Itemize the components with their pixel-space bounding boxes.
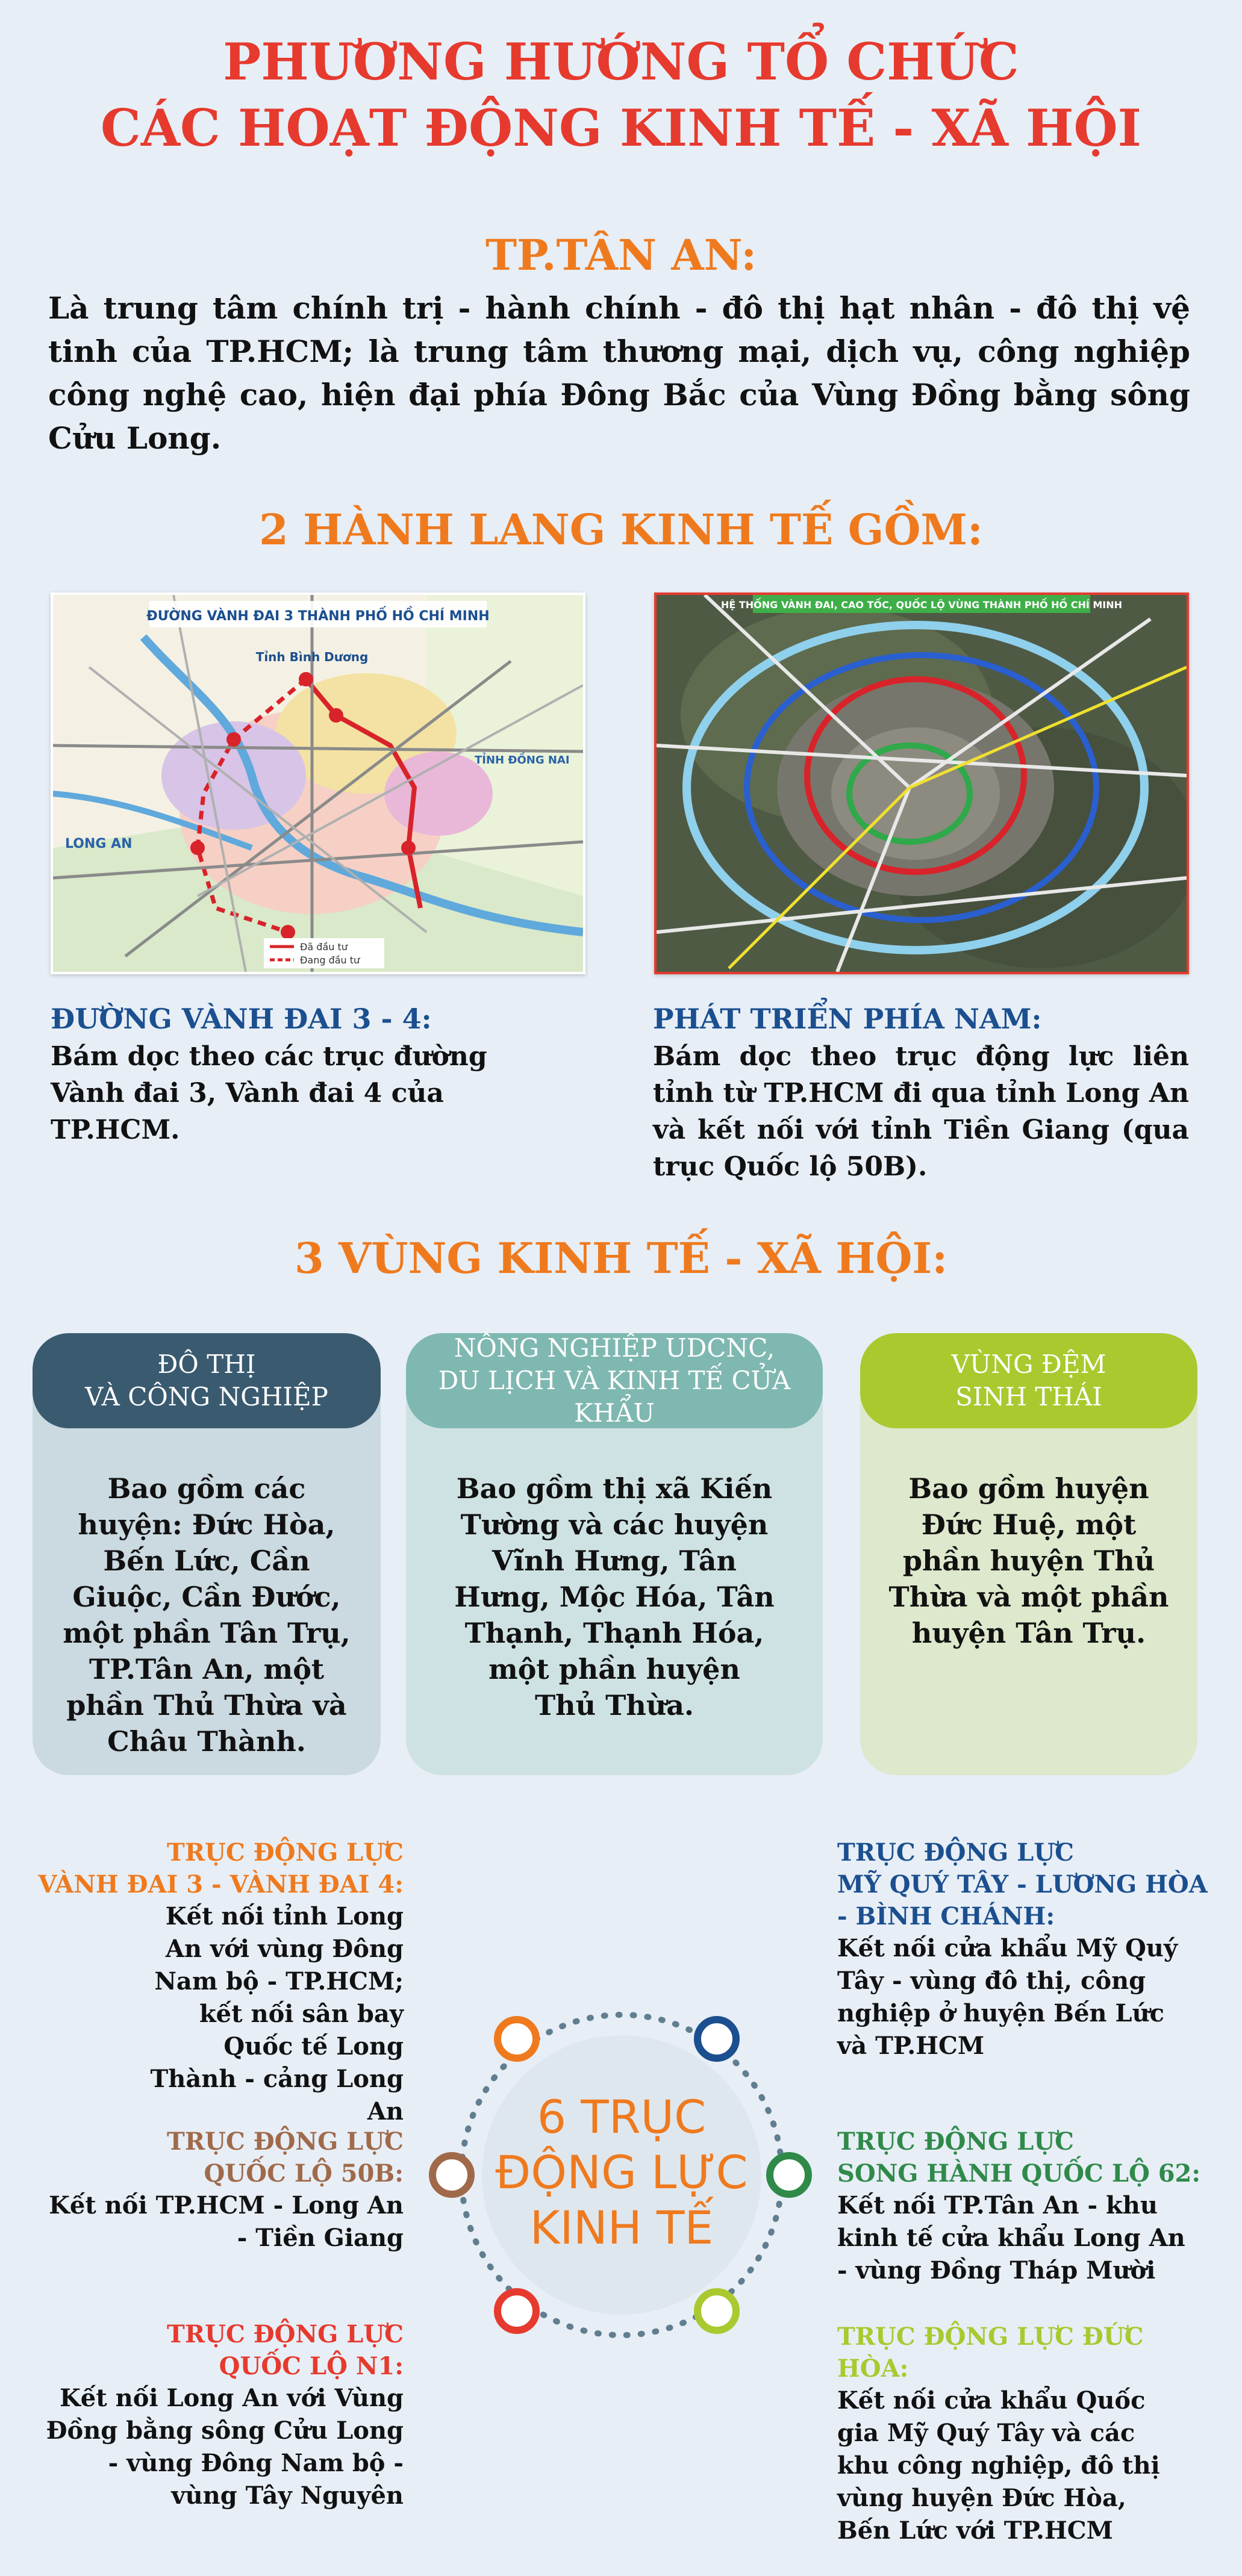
map1-label-dongnai: TỈNH ĐỒNG NAI (475, 754, 570, 767)
region-card-2-head1: NÔNG NGHIỆP UDCNC, (454, 1333, 775, 1363)
axis-5-target-icon (766, 2152, 812, 2198)
region-card-2-head2: DU LỊCH VÀ KINH TẾ CỬA KHẨU (438, 1366, 791, 1428)
axis-2-target-icon (429, 2152, 475, 2198)
region-card-2-header (406, 1333, 823, 1428)
axis-6 (837, 2321, 1211, 2547)
axis-2-h2: QUỐC LỘ 50B: (204, 2159, 404, 2188)
axis-1-target-icon (494, 2016, 540, 2062)
page-title-line1: PHƯƠNG HƯỚNG TỔ CHỨC (223, 32, 1019, 92)
corridor-2-title: PHÁT TRIỂN PHÍA NAM: (653, 1003, 1042, 1035)
axis-5-h2: SONG HÀNH QUỐC LỘ 62: (837, 2159, 1201, 2188)
axis-4 (837, 1837, 1211, 2062)
axis-4-h2: MỸ QUÝ TÂY - LƯƠNG HÒA (837, 1870, 1208, 1899)
regions-heading: 3 VÙNG KINH TẾ - XÃ HỘI: (294, 1233, 948, 1283)
axes-center-line3: KINH TẾ (529, 2201, 714, 2254)
map1-title: ĐƯỜNG VÀNH ĐAI 3 THÀNH PHỐ HỒ CHÍ MINH (146, 609, 490, 624)
axis-3 (36, 2318, 404, 2512)
axis-5-h1: TRỤC ĐỘNG LỰC (837, 2127, 1074, 2156)
region-card-eco-buffer (860, 1333, 1197, 1775)
axis-1-h2: VÀNH ĐAI 3 - VÀNH ĐAI 4: (38, 1870, 404, 1899)
corridor-1-desc: Bám dọc theo các trục đường Vành đai 3, Vành đai 4 của TP.HCM. (51, 1041, 487, 1145)
map1-legend-ongoing: Đang đầu tư (300, 954, 360, 966)
axis-3-h2: QUỐC LỘ N1: (219, 2352, 404, 2380)
axis-1-desc: Kết nối tỉnh Long An với vùng Đông Nam bộ - TP.HCM; kết nối sân bay Quốc tế Long Thành - cảng Long An (150, 1902, 404, 2126)
region-card-3-body: Bao gồm huyện Đức Huệ, một phần huyện Thủ Thừa và một phần huyện Tân Trụ. (888, 1472, 1169, 1649)
region-card-3-head2: SINH THÁI (955, 1382, 1102, 1411)
map1-label-binhduong: Tỉnh Bình Dương (255, 650, 369, 664)
axis-4-desc: Kết nối cửa khẩu Mỹ Quý Tây - vùng đô thị, công nghiệp ở huyện Bến Lức và TP.HCM (837, 1934, 1178, 2060)
ring-road-system-map (654, 593, 1189, 974)
ring-road-3-map (51, 593, 585, 974)
region-card-3-head1: VÙNG ĐỆM (951, 1349, 1106, 1379)
axis-4-target-icon (694, 2016, 740, 2062)
page-title-line2: CÁC HOẠT ĐỘNG KINH TẾ - XÃ HỘI (101, 98, 1141, 158)
region-card-3-header (860, 1333, 1197, 1428)
city-heading: TP.TÂN AN: (485, 230, 757, 280)
axis-6-h1: TRỤC ĐỘNG LỰC ĐỨC HÒA: (837, 2322, 1144, 2383)
region-card-1-header (33, 1333, 381, 1428)
map1-label-longan: LONG AN (65, 836, 133, 851)
axis-5-desc: Kết nối TP.Tân An - khu kinh tế cửa khẩu Long An - vùng Đồng Tháp Mười (837, 2191, 1185, 2285)
axis-2 (36, 2126, 404, 2254)
region-card-urban-industry (33, 1333, 381, 1775)
axis-6-target-icon (694, 2288, 740, 2334)
axis-3-desc: Kết nối Long An với Vùng Đồng bằng sông Cửu Long - vùng Đông Nam bộ - vùng Tây Nguyên (46, 2384, 404, 2510)
axis-3-h1: TRỤC ĐỘNG LỰC (167, 2320, 404, 2348)
axis-2-h1: TRỤC ĐỘNG LỰC (167, 2127, 404, 2156)
axis-5 (837, 2126, 1211, 2287)
map2-title: HỆ THỐNG VÀNH ĐAI, CAO TỐC, QUỐC LỘ VÙNG THÀNH PHỐ HỒ CHÍ MINH (720, 599, 1123, 611)
region-card-2-body: Bao gồm thị xã Kiến Tường và các huyện Vĩnh Hưng, Tân Hưng, Mộc Hóa, Tân Thạnh, Thạnh Hóa, một phần huyện Thủ Thừa. (454, 1472, 775, 1722)
city-description: Là trung tâm chính trị - hành chính - đô thị hạt nhân - đô thị vệ tinh của TP.HCM; là trung tâm thương mại, dịch vụ, công nghiệp công nghệ cao, hiện đại phía Đông Bắc của Vùng Đồng bằng sông Cửu Long. (48, 290, 1190, 456)
corridors-heading: 2 HÀNH LANG KINH TẾ GỒM: (259, 505, 983, 555)
region-card-1-head1: ĐÔ THỊ (157, 1349, 256, 1379)
axis-1 (36, 1837, 404, 2128)
map1-legend-done: Đã đầu tư (300, 941, 348, 953)
axes-center-line1: 6 TRỤC (537, 2090, 707, 2144)
axis-3-target-icon (494, 2288, 540, 2334)
axis-6-desc: Kết nối cửa khẩu Quốc gia Mỹ Quý Tây và các khu công nghiệp, đô thị vùng huyện Đức Hòa, Bến Lức với TP.HCM (837, 2386, 1160, 2545)
axis-2-desc: Kết nối TP.HCM - Long An - Tiền Giang (49, 2191, 404, 2252)
corridor-1-title: ĐƯỜNG VÀNH ĐAI 3 - 4: (51, 1003, 432, 1035)
axis-4-h3: - BÌNH CHÁNH: (837, 1902, 1055, 1930)
region-card-1-head2: VÀ CÔNG NGHIỆP (85, 1382, 328, 1411)
corridor-2-desc: Bám dọc theo trục động lực liên tỉnh từ TP.HCM đi qua tỉnh Long An và kết nối với tỉnh Tiền Giang (qua trục Quốc lộ 50B). (653, 1041, 1189, 1182)
axes-center-line2: ĐỘNG LỰC (495, 2145, 748, 2199)
axis-1-h1: TRỤC ĐỘNG LỰC (167, 1838, 404, 1867)
region-card-1-body: Bao gồm các huyện: Đức Hòa, Bến Lức, Cần Giuộc, Cần Đước, một phần Tân Trụ, TP.Tân An, một phần Thủ Thừa và Châu Thành. (63, 1472, 351, 1758)
region-card-agri-tourism (406, 1333, 823, 1775)
axis-4-h1: TRỤC ĐỘNG LỰC (837, 1838, 1074, 1867)
